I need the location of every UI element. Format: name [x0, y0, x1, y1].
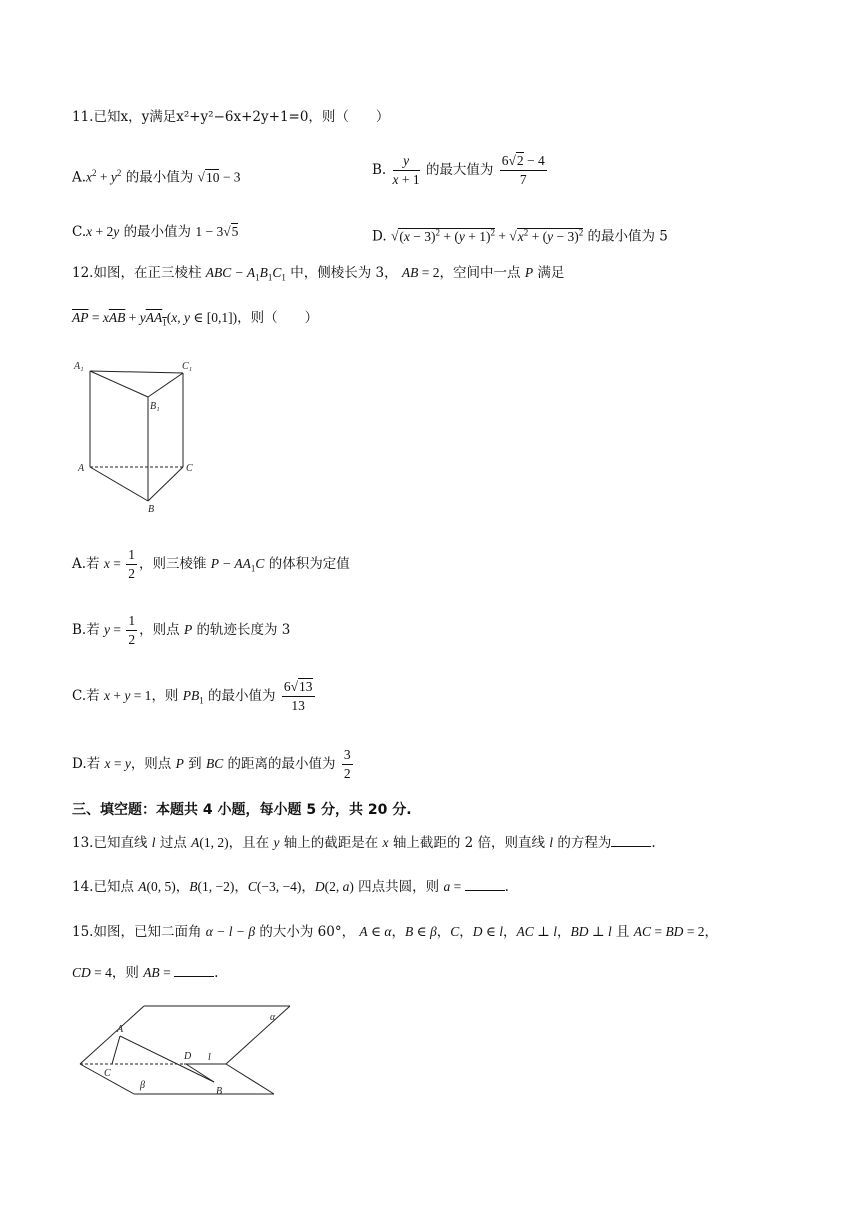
- q12-stem-line1: 12.如图，在正三棱柱 ABC − $A_1B_1C_1$ 中，侧棱长为 3， AB = 2，空间中一点 P 满足: [72, 265, 565, 283]
- fraction: $\frac{6√13}{13}$: [283, 679, 313, 713]
- label-b: B: [148, 504, 155, 515]
- q11-option-a: $A.x^2 + y^2$ 的最小值为 √10 − 3: [72, 168, 241, 186]
- segment-db: [186, 1064, 214, 1082]
- label-c: C: [186, 463, 193, 474]
- label-alpha: α: [270, 1012, 276, 1023]
- answer-blank[interactable]: [611, 832, 651, 847]
- q13: 13.已知直线 l 过点 A(1, 2)，且在 y 轴上的截距是在 x 轴上截距的 2 倍，则直线 l 的方程为 .: [72, 832, 656, 853]
- q11-option-c: C.x + 2y 的最小值为 1 − 3√5: [72, 224, 239, 240]
- dihedral-figure: [74, 1002, 304, 1102]
- fraction: $\frac{6√2 - 4}{7}$: [501, 153, 545, 187]
- q15-line1: 15.如图，已知二面角 α − l − β 的大小为 60°， A ∈ α，B ∈ β，C，D ∈ l，AC ⊥ l，BD ⊥ l 且 AC = BD = 2，: [72, 924, 719, 940]
- label-beta: β: [140, 1080, 145, 1091]
- fraction: $\frac{1}{2}$: [128, 547, 135, 581]
- fraction: $\frac{y}{x + 1}$: [392, 153, 420, 187]
- prism-edge: [148, 373, 183, 397]
- fraction: $\frac{3}{2}$: [343, 747, 351, 781]
- q12-option-b: B.若 y = $\frac{1}{2}$ ，则点 P 的轨迹长度为 3: [72, 613, 291, 647]
- plane-edge: [226, 1006, 290, 1064]
- q15-line2: CD = 4，则 AB = .: [72, 962, 218, 983]
- label-c1: C₁: [182, 361, 193, 372]
- prism-edge: [90, 371, 148, 397]
- segment-ca: [112, 1036, 120, 1064]
- prism-edge: [148, 467, 183, 501]
- label-l: l: [208, 1052, 211, 1063]
- q12-option-a: A.若 x = $\frac{1}{2}$ ，则三棱锥 $P - AA_1C$ 的体积为定值: [72, 547, 350, 581]
- label-c: C: [104, 1068, 111, 1079]
- label-a: A: [78, 463, 85, 474]
- plane-edge: [226, 1064, 274, 1094]
- label-b1: B₁: [150, 401, 160, 412]
- prism-edge: [90, 467, 148, 501]
- label-a: A: [117, 1024, 124, 1035]
- q11-option-b: B. $\frac{y}{x + 1}$ 的最大值为 $\frac{6√2 - 4}{7}$: [372, 153, 545, 187]
- q11-option-d: D. $√(x - 3)^2 + (y + 1)^2 + √x^2 + (y - 3)^2$ 的最小值为 5: [372, 227, 668, 245]
- q12-stem-line2: $\overline{AP} = x\overline{AB} + yAA_1(x$, y ∈ [0,1])，则（ ）: [72, 310, 319, 328]
- answer-blank[interactable]: [465, 876, 505, 891]
- plane-edge: [80, 1006, 144, 1064]
- label-b: B: [216, 1086, 223, 1097]
- prism-figure: [70, 355, 200, 515]
- q12-option-c: C.若 x + y = 1，则 $PB_1$ 的最小值为 $\frac{6√13}{13}$: [72, 679, 313, 713]
- q12-option-d: D.若 x = y，则点 P 到 BC 的距离的最小值为 $\frac{3}{2}$: [72, 747, 351, 781]
- q11-stem: 11.已知x，y满足x²+y²−6x+2y+1=0，则（ ）: [72, 109, 390, 125]
- label-a1: A₁: [74, 361, 84, 372]
- label-d: D: [184, 1051, 192, 1062]
- prism-edge: [90, 371, 183, 373]
- segment-ab: [120, 1036, 214, 1082]
- section-heading: 三、填空题：本题共 4 小题，每小题 5 分，共 20 分.: [72, 802, 412, 818]
- answer-blank[interactable]: [174, 962, 214, 977]
- fraction: $\frac{1}{2}$: [128, 613, 136, 647]
- q14: 14.已知点 A(0, 5)，B(1, −2)，C(−3, −4)，D(2, a) 四点共圆，则 a = .: [72, 876, 509, 897]
